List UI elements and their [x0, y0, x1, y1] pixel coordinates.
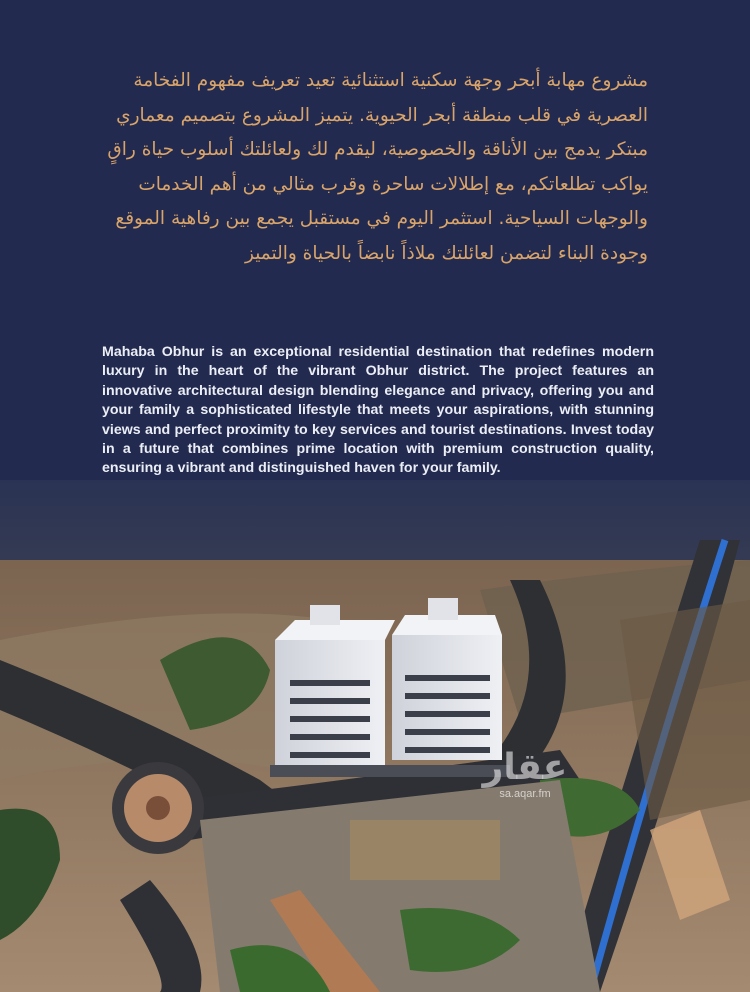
watermark-url: sa.aqar.fm	[499, 788, 551, 800]
aerial-render-image	[0, 480, 750, 992]
english-description	[102, 343, 654, 489]
watermark	[470, 748, 580, 800]
aqar-logo: عقار	[482, 747, 568, 788]
arabic-paragraph: مشروع مهابة أبحر وجهة سكنية استثنائية تعيد تعريف مفهوم الفخامة العصرية في قلب منطقة أبحر الحيوية. يتميز المشروع بتصميم معماري مبتكر يدمج بين الأناقة والخصوصية، ليقدم لك ولعائلتك أسلوب حياة راقٍ يواكب تطلعاتكم، مع إطلالات ساحرة وقرب مثالي من أهم الخدمات والوجهات السياحية. استثمر اليوم في مستقبل يجمع بين رفاهية الموقع وجودة البناء لتضمن لعائلتك ملاذاً نابضاً بالحياة والتميز	[107, 70, 648, 264]
english-paragraph: Mahaba Obhur is an exceptional residential destination that redefines modern luxury in the heart of the vibrant Obhur district. The project features an innovative architectural design blending elegance and privacy, offering you and your family a sophisticated lifestyle that meets your aspirations, with stunning views and perfect proximity to key services and tourist destinations. Invest today in a future that combines prime location with premium construction quality, ensuring a vibrant and distinguished haven for your family.	[102, 344, 654, 477]
arabic-description	[88, 64, 648, 271]
